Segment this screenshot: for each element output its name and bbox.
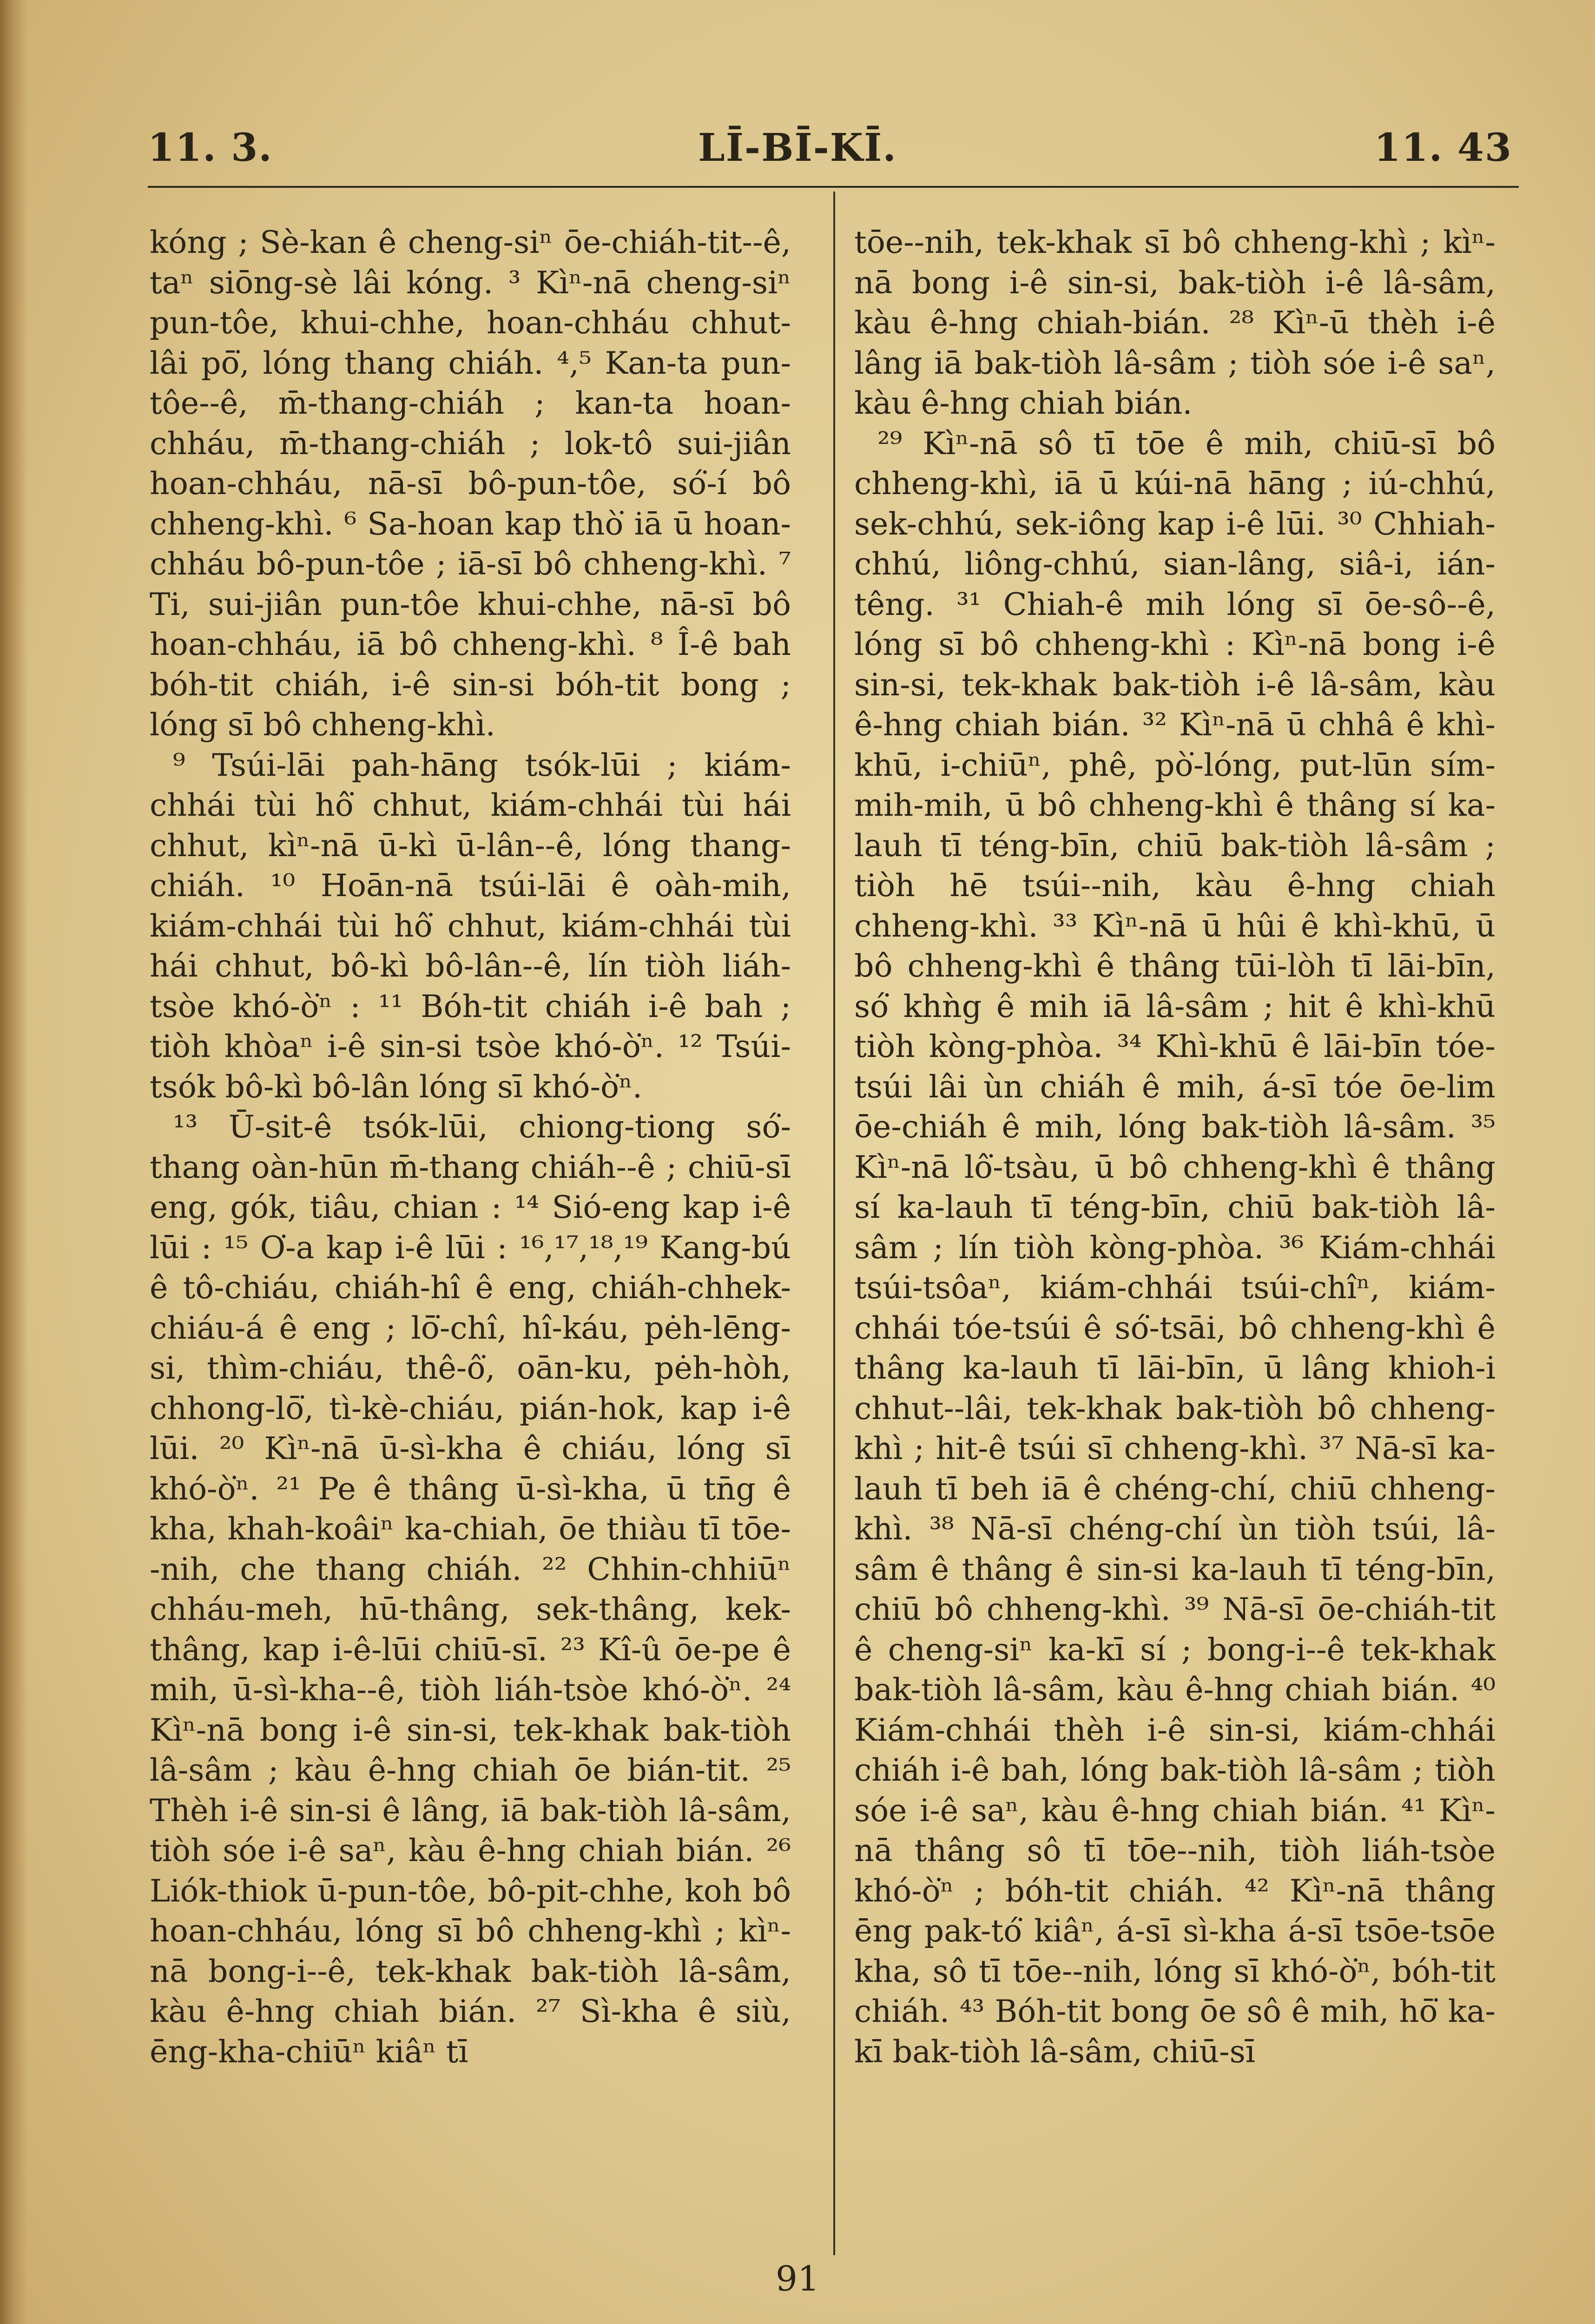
- text-paragraph: ¹³ Ū-sit-ê tsók-lūi, chiong-tiong só͘-thang oàn-hūn m̄-thang chiáh--ê ; chiū-sī eng, gók, tiâu, chian : ¹⁴ Sió-eng kap i-ê lūi : ¹⁵ O͘-a kap i-ê lūi : ¹⁶,¹⁷,¹⁸,¹⁹ Kang-bú ê tô-chiáu, chiáh-hî ê eng, chiáh-chhek-chiáu-á ê eng ; lō͘-chî, hî-káu, pėh-lēng-si, thìm-chiáu, thê-ô͘, oān-ku, pėh-hòh, chhong-lō͘, tì-kè-chiáu, pián-hok, kap i-ê lūi. ²⁰ Kìⁿ-nā ū-sì-kha ê chiáu, lóng sī khó-ò͘ⁿ. ²¹ Pe ê thâng ū-sì-kha, ū tn̄g ê kha, khah-koâiⁿ ka-chiah, ōe thiàu tī tōe--nih, che thang chiáh. ²² Chhin-chhiūⁿ chháu-meh, hū-thâng, sek-thâng, kek-thâng, kap i-ê-lūi chiū-sī. ²³ Kî-û ōe-pe ê mih, ū-sì-kha--ê, tiòh liáh-tsòe khó-ò͘ⁿ. ²⁴ Kìⁿ-nā bong i-ê sin-si, tek-khak bak-tiòh lâ-sâm ; kàu ê-hng chiah ōe bián-tit. ²⁵ Thèh i-ê sin-si ê lâng, iā bak-tiòh lâ-sâm, tiòh sóe i-ê saⁿ, kàu ê-hng chiah bián. ²⁶ Liók-thiok ū-pun-tôe, bô-pit-chhe, koh bô hoan-chháu, lóng sī bô chheng-khì ; kìⁿ-nā bong-i--ê, tek-khak bak-tiòh lâ-sâm, kàu ê-hng chiah bián. ²⁷ Sì-kha ê siù, ēng-kha-chiūⁿ kiâⁿ tī: [150, 1109, 791, 2070]
- text-paragraph: tōe--nih, tek-khak sī bô chheng-khì ; kìⁿ-nā bong i-ê sin-si, bak-tiòh i-ê lâ-sâm, kàu ê-hng chiah-bián. ²⁸ Kìⁿ-ū thèh i-ê lâng iā bak-tiòh lâ-sâm ; tiòh sóe i-ê saⁿ, kàu ê-hng chiah bián.: [854, 224, 1496, 421]
- header-chapter-verse-start: 11. 3.: [148, 125, 273, 170]
- right-column: [854, 222, 1496, 2072]
- page-binding-shadow: [0, 0, 28, 2324]
- text-paragraph: ⁹ Tsúi-lāi pah-hāng tsók-lūi ; kiám-chhái tùi hô͘ chhut, kiám-chhái tùi hái chhut, kìⁿ-nā ū-kì ū-lân--ê, lóng thang-chiáh. ¹⁰ Hoān-nā tsúi-lāi ê oàh-mih, kiám-chhái tùi hô͘ chhut, kiám-chhái tùi hái chhut, bô-kì bô-lân--ê, lín tiòh liáh-tsòe khó-ò͘ⁿ : ¹¹ Bóh-tit chiáh i-ê bah ; tiòh khòaⁿ i-ê sin-si tsòe khó-ò͘ⁿ. ¹² Tsúi-tsók bô-kì bô-lân lóng sī khó-ò͘ⁿ.: [150, 746, 791, 1105]
- page-number: 91: [775, 2259, 820, 2299]
- header-rule: [148, 186, 1519, 188]
- header-book-title: LĪ-BĪ-KĪ.: [698, 125, 897, 170]
- header-chapter-verse-end: 11. 43: [1374, 125, 1512, 170]
- text-paragraph: kóng ; Sè-kan ê cheng-siⁿ ōe-chiáh-tit--ê, taⁿ siōng-sè lâi kóng. ³ Kìⁿ-nā cheng-siⁿ pun-tôe, khui-chhe, hoan-chháu chhut-lâi pō͘, lóng thang chiáh. ⁴,⁵ Kan-ta pun-tôe--ê, m̄-thang-chiáh ; kan-ta hoan-chháu, m̄-thang-chiáh ; lok-tô sui-jiân hoan-chháu, nā-sī bô-pun-tôe, só͘-í bô chheng-khì. ⁶ Sa-hoan kap thò͘ iā ū hoan-chháu bô-pun-tôe ; iā-sī bô chheng-khì. ⁷ Ti, sui-jiân pun-tôe khui-chhe, nā-sī bô hoan-chháu, iā bô chheng-khì. ⁸ Î-ê bah bóh-tit chiáh, i-ê sin-si bóh-tit bong ; lóng sī bô chheng-khì.: [150, 224, 791, 743]
- text-paragraph: ²⁹ Kìⁿ-nā sô tī tōe ê mih, chiū-sī bô chheng-khì, iā ū kúi-nā hāng ; iú-chhú, sek-chhú, sek-iông kap i-ê lūi. ³⁰ Chhiah-chhú, liông-chhú, sian-lâng, siâ-i, ián-têng. ³¹ Chiah-ê mih lóng sī ōe-sô--ê, lóng sī bô chheng-khì : Kìⁿ-nā bong i-ê sin-si, tek-khak bak-tiòh i-ê lâ-sâm, kàu ê-hng chiah bián. ³² Kìⁿ-nā ū chhâ ê khì-khū, i-chiūⁿ, phê, pò͘-lóng, put-lūn sím-mih-mih, ū bô chheng-khì ê thâng sí ka-lauh tī téng-bīn, chiū bak-tiòh lâ-sâm ; tiòh hē tsúi--nih, kàu ê-hng chiah chheng-khì. ³³ Kìⁿ-nā ū hûi ê khì-khū, ū bô chheng-khì ê thâng tūi-lòh tī lāi-bīn, só͘ khǹg ê mih iā lâ-sâm ; hit ê khì-khū tiòh kòng-phòa. ³⁴ Khì-khū ê lāi-bīn tóe-tsúi lâi ùn chiáh ê mih, á-sī tóe ōe-lim ōe-chiáh ê mih, lóng bak-tiòh lâ-sâm. ³⁵ Kìⁿ-nā lô͘-tsàu, ū bô chheng-khì ê thâng sí ka-lauh tī téng-bīn, chiū bak-tiòh lâ-sâm ; lín tiòh kòng-phòa. ³⁶ Kiám-chhái tsúi-tsôaⁿ, kiám-chhái tsúi-chîⁿ, kiám-chhái tóe-tsúi ê só͘-tsāi, bô chheng-khì ê thâng ka-lauh tī lāi-bīn, ū lâng khioh-i chhut--lâi, tek-khak bak-tiòh bô chheng-khì ; hit-ê tsúi sī chheng-khì. ³⁷ Nā-sī ka-lauh tī beh iā ê chéng-chí, chiū chheng-khì. ³⁸ Nā-sī chéng-chí ùn tiòh tsúi, lâ-sâm ê thâng ê sin-si ka-lauh tī téng-bīn, chiū bô chheng-khì. ³⁹ Nā-sī ōe-chiáh-tit ê cheng-siⁿ ka-kī sí ; bong-i--ê tek-khak bak-tiòh lâ-sâm, kàu ê-hng chiah bián. ⁴⁰ Kiám-chhái thèh i-ê sin-si, kiám-chhái chiáh i-ê bah, lóng bak-tiòh lâ-sâm ; tiòh sóe i-ê saⁿ, kàu ê-hng chiah bián. ⁴¹ Kìⁿ-nā thâng sô tī tōe--nih, tiòh liáh-tsòe khó-ò͘ⁿ ; bóh-tit chiáh. ⁴² Kìⁿ-nā thâng ēng pak-tó͘ kiâⁿ, á-sī sì-kha á-sī tsōe-tsōe kha, sô tī tōe--nih, lóng sī khó-ò͘ⁿ, bóh-tit chiáh. ⁴³ Bóh-tit bong ōe sô ê mih, hō͘ ka-kī bak-tiòh lâ-sâm, chiū-sī: [854, 425, 1496, 2070]
- column-divider: [833, 191, 835, 2255]
- running-header: [0, 125, 1595, 181]
- left-column: [150, 222, 791, 2072]
